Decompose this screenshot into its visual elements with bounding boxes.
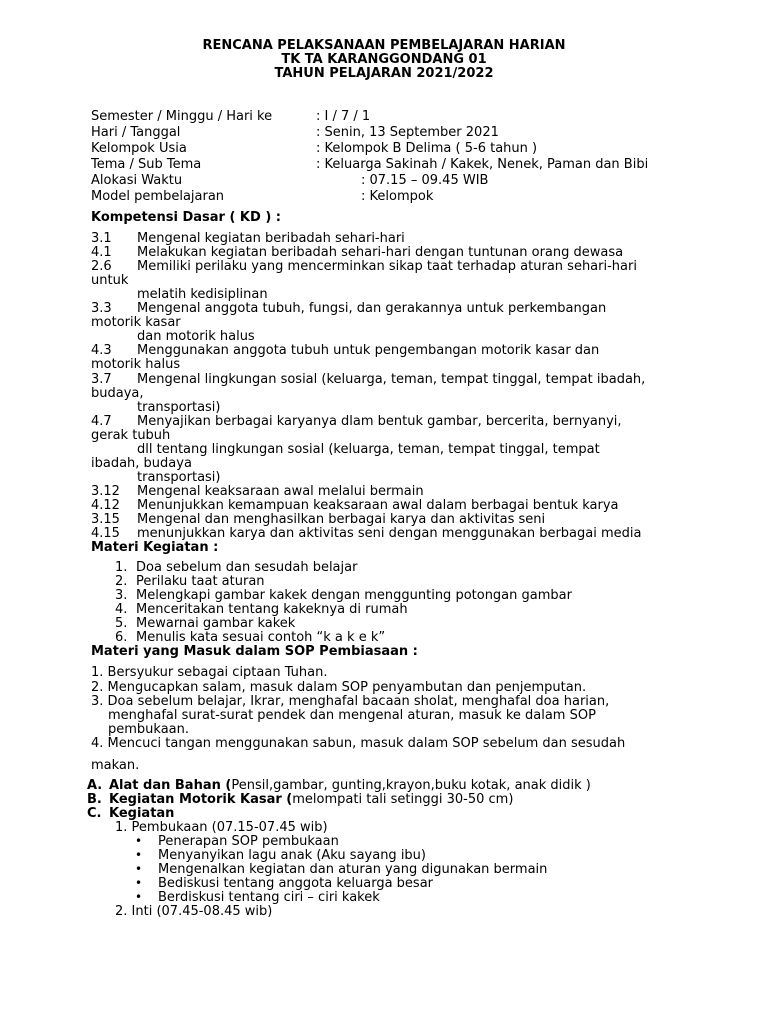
kd-text: Mengenal kegiatan beribadah sehari-hari: [137, 231, 405, 246]
kd-num: 4.3: [91, 343, 112, 358]
materi-text: Melengkapi gambar kakek dengan menggunting potongan gambar: [136, 588, 572, 603]
section-b: [109, 792, 513, 807]
kd-text: ibadah, budaya: [91, 456, 192, 471]
sop-line: menghafal surat-surat pendek dan mengenal aturan, masuk ke dalam SOP: [108, 708, 596, 723]
section-c2-heading: 2. Inti (07.45-08.45 wib): [115, 904, 273, 919]
kd-text: Menggunakan anggota tubuh untuk pengembangan motorik kasar dan: [137, 343, 600, 358]
info-label-semester: Semester / Minggu / Hari ke: [91, 109, 273, 124]
kd-num: 4.15: [91, 526, 120, 541]
materi-num: 5.: [115, 616, 128, 631]
sop-line: pembukaan.: [108, 722, 190, 737]
c1-item: Menyanyikan lagu anak (Aku sayang ibu): [158, 848, 426, 863]
materi-text: Perilaku taat aturan: [136, 574, 265, 589]
bullet-icon: •: [135, 834, 143, 848]
c1-item: Penerapan SOP pembukaan: [158, 834, 339, 849]
materi-text: Mewarnai gambar kakek: [136, 616, 296, 631]
sop-line: 3. Doa sebelum belajar, Ikrar, menghafal bacaan sholat, menghafal doa harian,: [91, 694, 610, 709]
c1-item: Mengenalkan kegiatan dan aturan yang digunakan bermain: [158, 862, 548, 877]
info-label-theme: Tema / Sub Tema: [91, 157, 202, 172]
kd-text: melatih kedisiplinan: [137, 287, 268, 302]
bullet-icon: •: [135, 876, 143, 890]
materi-text: Menulis kata sesuai contoh “k a k e k”: [136, 630, 386, 645]
section-c1-heading: 1. Pembukaan (07.15-07.45 wib): [115, 820, 328, 835]
info-value-theme: : Keluarga Sakinah / Kakek, Nenek, Paman dan Bibi: [316, 157, 649, 172]
sop-line: 1. Bersyukur sebagai ciptaan Tuhan.: [91, 665, 328, 680]
info-label-model: Model pembelajaran: [91, 189, 225, 204]
section-a-label: A.: [87, 778, 103, 793]
info-label-date: Hari / Tanggal: [91, 125, 181, 140]
section-b-title: Kegiatan Motorik Kasar (: [109, 792, 293, 807]
kd-num: 3.7: [91, 372, 112, 387]
kd-num: 4.1: [91, 245, 112, 260]
info-value-time: : 07.15 – 09.45 WIB: [361, 173, 489, 188]
section-b-text: melompati tali setinggi 30-50 cm): [292, 792, 514, 807]
info-value-age-group: : Kelompok B Delima ( 5-6 tahun ): [316, 141, 538, 156]
info-label-age-group: Kelompok Usia: [91, 141, 187, 156]
kd-text: Mengenal lingkungan sosial (keluarga, teman, tempat tinggal, tempat ibadah,: [137, 372, 646, 387]
kd-text: menunjukkan karya dan aktivitas seni dengan menggunakan berbagai media: [137, 526, 642, 541]
doc-title-line1: RENCANA PELAKSANAAN PEMBELAJARAN HARIAN: [202, 38, 566, 53]
kd-text: Menyajikan berbagai karyanya dlam bentuk gambar, bercerita, bernyanyi,: [137, 414, 622, 429]
section-c-label: C.: [87, 806, 102, 821]
info-value-semester: : I / 7 / 1: [316, 109, 371, 124]
info-label-time: Alokasi Waktu: [91, 173, 183, 188]
kd-text: dan motorik halus: [137, 329, 255, 344]
kd-text: untuk: [91, 273, 129, 288]
materi-heading: Materi Kegiatan :: [91, 540, 219, 555]
kd-text: transportasi): [137, 470, 221, 485]
kd-text: gerak tubuh: [91, 428, 171, 443]
sop-heading: Materi yang Masuk dalam SOP Pembiasaan :: [91, 644, 418, 659]
kd-num: 4.7: [91, 414, 112, 429]
kd-num: 3.1: [91, 231, 112, 246]
materi-num: 2.: [115, 574, 128, 589]
section-c-title: Kegiatan: [109, 806, 175, 821]
kd-text: Mengenal dan menghasilkan berbagai karya dan aktivitas seni: [137, 512, 546, 527]
doc-title-line2: TK TA KARANGGONDANG 01: [281, 52, 487, 67]
bullet-icon: •: [135, 848, 143, 862]
section-a: [109, 778, 591, 793]
kd-text: Melakukan kegiatan beribadah sehari-hari dengan tuntunan orang dewasa: [137, 245, 624, 260]
kd-num: 2.6: [91, 259, 112, 274]
section-a-text: Pensil,gambar, gunting,krayon,buku kotak, anak didik ): [231, 778, 591, 793]
materi-num: 6.: [115, 630, 128, 645]
bullet-icon: •: [135, 890, 143, 904]
kd-num: 3.15: [91, 512, 120, 527]
kd-num: 3.12: [91, 484, 120, 499]
c1-item: Bediskusi tentang anggota keluarga besar: [158, 876, 433, 891]
kd-text: Mengenal anggota tubuh, fungsi, dan gerakannya untuk perkembangan: [137, 301, 607, 316]
kd-heading: Kompetensi Dasar ( KD ) :: [91, 210, 281, 225]
c1-item: Berdiskusi tentang ciri – ciri kakek: [158, 890, 380, 905]
materi-num: 4.: [115, 602, 128, 617]
kd-text: motorik halus: [91, 357, 181, 372]
bullet-icon: •: [135, 862, 143, 876]
kd-text: Menunjukkan kemampuan keaksaraan awal dalam berbagai bentuk karya: [137, 498, 619, 513]
section-a-title: Alat dan Bahan (: [109, 778, 232, 793]
kd-text: budaya,: [91, 386, 144, 401]
kd-num: 3.3: [91, 301, 112, 316]
doc-title-line3: TAHUN PELAJARAN 2021/2022: [274, 66, 494, 81]
sop-line: 2. Mengucapkan salam, masuk dalam SOP penyambutan dan penjemputan.: [91, 680, 587, 695]
materi-num: 1.: [115, 560, 128, 575]
info-value-model: : Kelompok: [361, 189, 434, 204]
kd-text: dll tentang lingkungan sosial (keluarga, teman, tempat tinggal, tempat: [137, 442, 600, 457]
sop-line: makan.: [91, 758, 140, 773]
kd-text: Memiliki perilaku yang mencerminkan sikap taat terhadap aturan sehari-hari: [137, 259, 637, 274]
kd-text: motorik kasar: [91, 315, 181, 330]
materi-text: Doa sebelum dan sesudah belajar: [136, 560, 358, 575]
sop-line: 4. Mencuci tangan menggunakan sabun, masuk dalam SOP sebelum dan sesudah: [91, 736, 626, 751]
kd-text: Mengenal keaksaraan awal melalui bermain: [137, 484, 424, 499]
section-b-label: B.: [87, 792, 102, 807]
kd-text: transportasi): [137, 400, 221, 415]
materi-text: Menceritakan tentang kakeknya di rumah: [136, 602, 408, 617]
materi-num: 3.: [115, 588, 128, 603]
kd-num: 4.12: [91, 498, 120, 513]
info-value-date: : Senin, 13 September 2021: [316, 125, 499, 140]
